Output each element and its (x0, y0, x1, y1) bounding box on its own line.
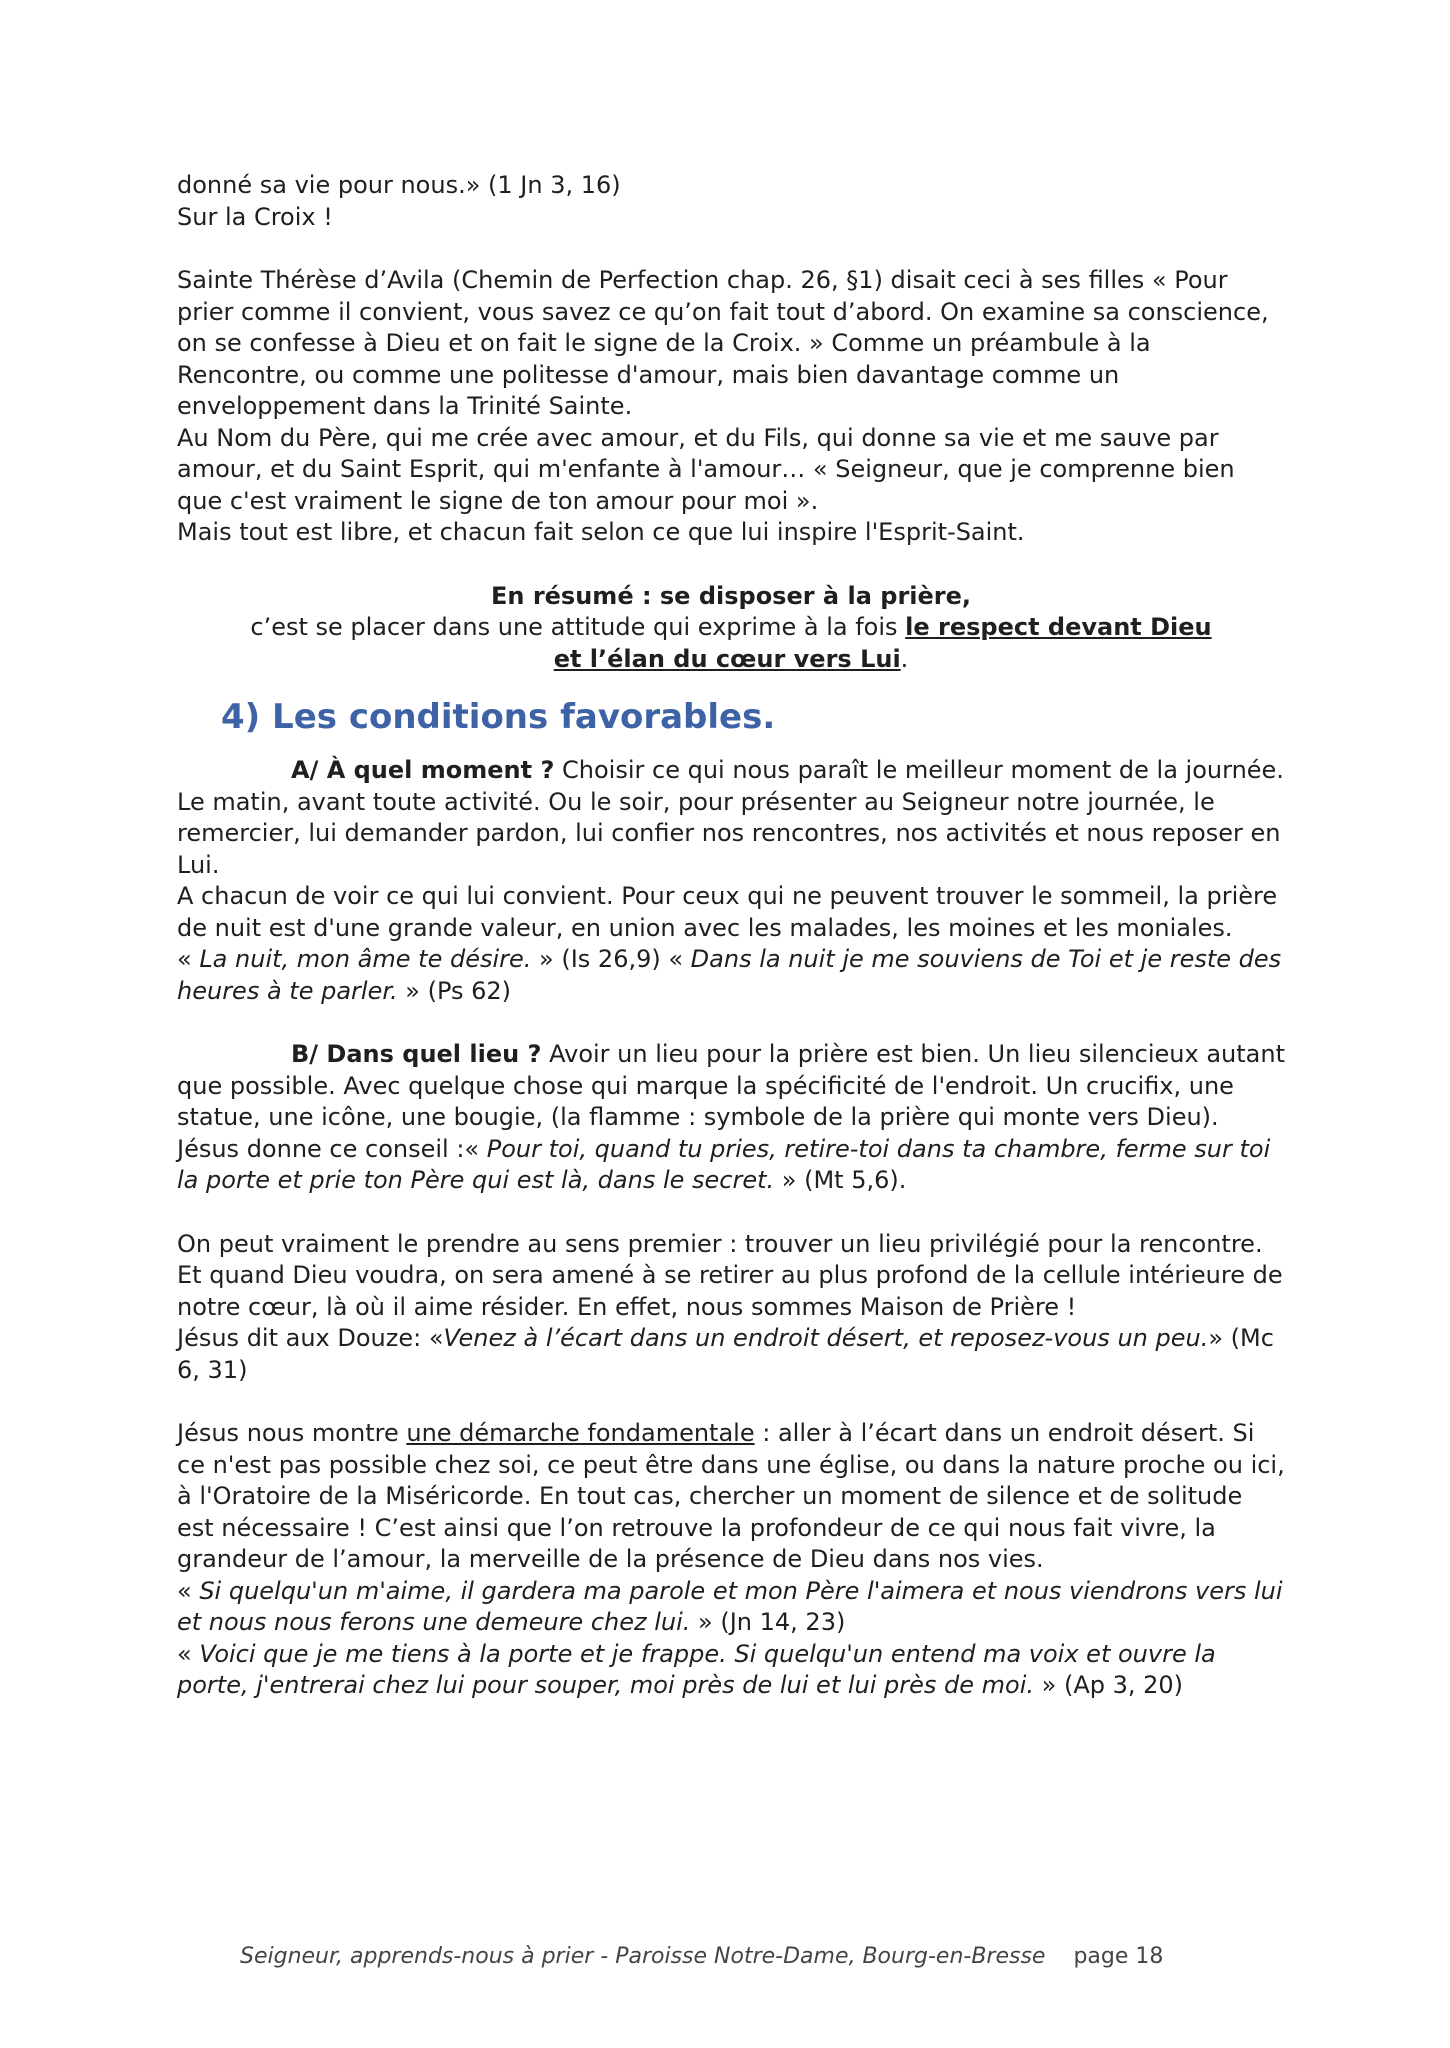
au-nom-paragraph: Au Nom du Père, qui me crée avec amour, et du Fils, qui donne sa vie et me sauve par amour, et du Saint Esprit, qui m'enfante à l'amour… « Seigneur, que je comprenne bien que c'est vraiment le signe de ton amour pour moi ». (177, 423, 1235, 515)
nuit-paragraph: A chacun de voir ce qui lui convient. Pour ceux qui ne peuvent trouver le sommeil, la prière de nuit est d'une grande valeur, en union avec les malades, les moines et les moniales. (177, 882, 1278, 942)
lieu-text: Avoir un lieu pour la prière est bien. Un lieu silencieux autant que possible. Avec quelque chose qui marque la spécificité de l'endroit. Un crucifix, une statue, une icône, une bougie, (la flamme : symbole de la prière qui monte vers Dieu). (177, 1040, 1286, 1131)
libre-paragraph: Mais tout est libre, et chacun fait selon ce que lui inspire l'Esprit-Saint. (177, 518, 1025, 546)
apocalypse-open: « (177, 1639, 200, 1668)
apocalypse-paragraph (177, 1639, 1285, 1702)
resume-title: En résumé : se disposer à la prière, (490, 581, 972, 610)
jean-quote: Si quelqu'un m'aime, il gardera ma parole et mon Père l'aimera et nous viendrons vers lui et nous nous ferons une demeure chez lui. (177, 1576, 1283, 1636)
resume-end: . (900, 644, 909, 673)
resume-emphasis-1: le respect devant Dieu (905, 613, 1212, 641)
conseil-intro: Jésus donne ce conseil :« (177, 1134, 487, 1163)
footer-text: Seigneur, apprends-nous à prier - Paroisse Notre-Dame, Bourg-en-Bresse (240, 1944, 1046, 1969)
psaume-ref: » (Ps 62) (397, 976, 512, 1005)
page-footer (240, 1944, 1163, 1969)
nuit-quotes (177, 944, 1285, 1007)
moment-paragraph (177, 755, 1285, 881)
therese-paragraph: Sainte Thérèse d’Avila (Chemin de Perfection chap. 26, §1) disait ceci à ses filles « Pour prier comme il convient, vous savez ce qu’on fait tout d’abord. On examine sa conscience, on se confesse à Dieu et on fait le signe de la Croix. » Comme un préambule à la Rencontre, ou comme une politesse d'amour, mais bien davantage comme un enveloppement dans la Trinité Sainte. (177, 266, 1269, 420)
lieu-paragraph (177, 1039, 1285, 1134)
isaie-ref: » (Is 26,9) « (531, 945, 691, 973)
resume-text: c’est se placer dans une attitude qui exprime à la fois (250, 613, 906, 641)
conseil-paragraph (177, 1134, 1285, 1197)
demarche-paragraph (177, 1418, 1285, 1576)
page-body (177, 170, 1285, 1702)
isaie-quote: La nuit, mon âme te désire. (199, 945, 532, 973)
apocalypse-quote: Voici que je me tiens à la porte et je frappe. Si quelqu'un entend ma voix et ouvre la porte, j'entrerai chez lui pour souper, moi près de lui et lui près de moi. (177, 1639, 1216, 1699)
matthieu-quote: Pour toi, quand tu pries, retire-toi dans ta chambre, ferme sur toi la porte et prie ton Père qui est là, dans le secret. (177, 1134, 1271, 1194)
matthieu-ref: » (Mt 5,6). (774, 1166, 907, 1194)
jean-ref: » (Jn 14, 23) (690, 1608, 846, 1636)
psaume-quote: Dans la nuit je me souviens de Toi et je reste des heures à te parler. (177, 945, 1282, 1005)
apocalypse-ref: » (Ap 3, 20) (1034, 1671, 1184, 1699)
intro-line-1: donné sa vie pour nous.» (1 Jn 3, 16) (177, 171, 621, 199)
moment-text: Choisir ce qui nous paraît le meilleur moment de la journée. Le matin, avant toute activité. Ou le soir, pour présenter au Seigneur notre journée, le remercier, lui demander pardon, lui confier nos rencontres, nos activités et nous reposer en Lui. (177, 756, 1284, 879)
demarche-text: : aller à l’écart dans un endroit désert. Si ce n'est pas possible chez soi, ce peut être dans une église, ou dans la nature proche ou ici, à l'Oratoire de la Miséricorde. En tout cas, chercher un moment de silence et de solitude est nécessaire ! C’est ainsi que l’on retrouve la profondeur de ce qui nous fait vivre, la grandeur de l’amour, la merveille de la présence de Dieu dans nos vies. (177, 1419, 1285, 1573)
demarche-underlined: une démarche fondamentale (406, 1419, 755, 1447)
douze-intro: Jésus dit aux Douze: « (177, 1324, 444, 1352)
section-heading: 4) Les conditions favorables. (221, 697, 776, 737)
intro-line-2: Sur la Croix ! (177, 202, 333, 231)
moment-label: A/ À quel moment ? (291, 756, 555, 784)
sens-paragraph: On peut vraiment le prendre au sens premier : trouver un lieu privilégié pour la rencontre. Et quand Dieu voudra, on sera amené à se retirer au plus profond de la cellule intérieure de notre cœur, là où il aime résider. En effet, nous sommes Maison de Prière ! (177, 1229, 1283, 1321)
quote-open: « (177, 945, 200, 973)
jean-paragraph (177, 1576, 1285, 1639)
jean-open: « (177, 1576, 200, 1605)
marc-ref: » (Mc 6, 31) (177, 1324, 1274, 1384)
resume-block (177, 581, 1285, 676)
marc-quote: Venez à l’écart dans un endroit désert, et reposez-vous un peu. (443, 1324, 1209, 1352)
page-number: page 18 (1073, 1944, 1164, 1969)
douze-paragraph (177, 1323, 1285, 1386)
demarche-intro: Jésus nous montre (177, 1419, 407, 1447)
lieu-label: B/ Dans quel lieu ? (291, 1040, 542, 1068)
resume-emphasis-2: et l’élan du cœur vers Lui (553, 644, 901, 673)
